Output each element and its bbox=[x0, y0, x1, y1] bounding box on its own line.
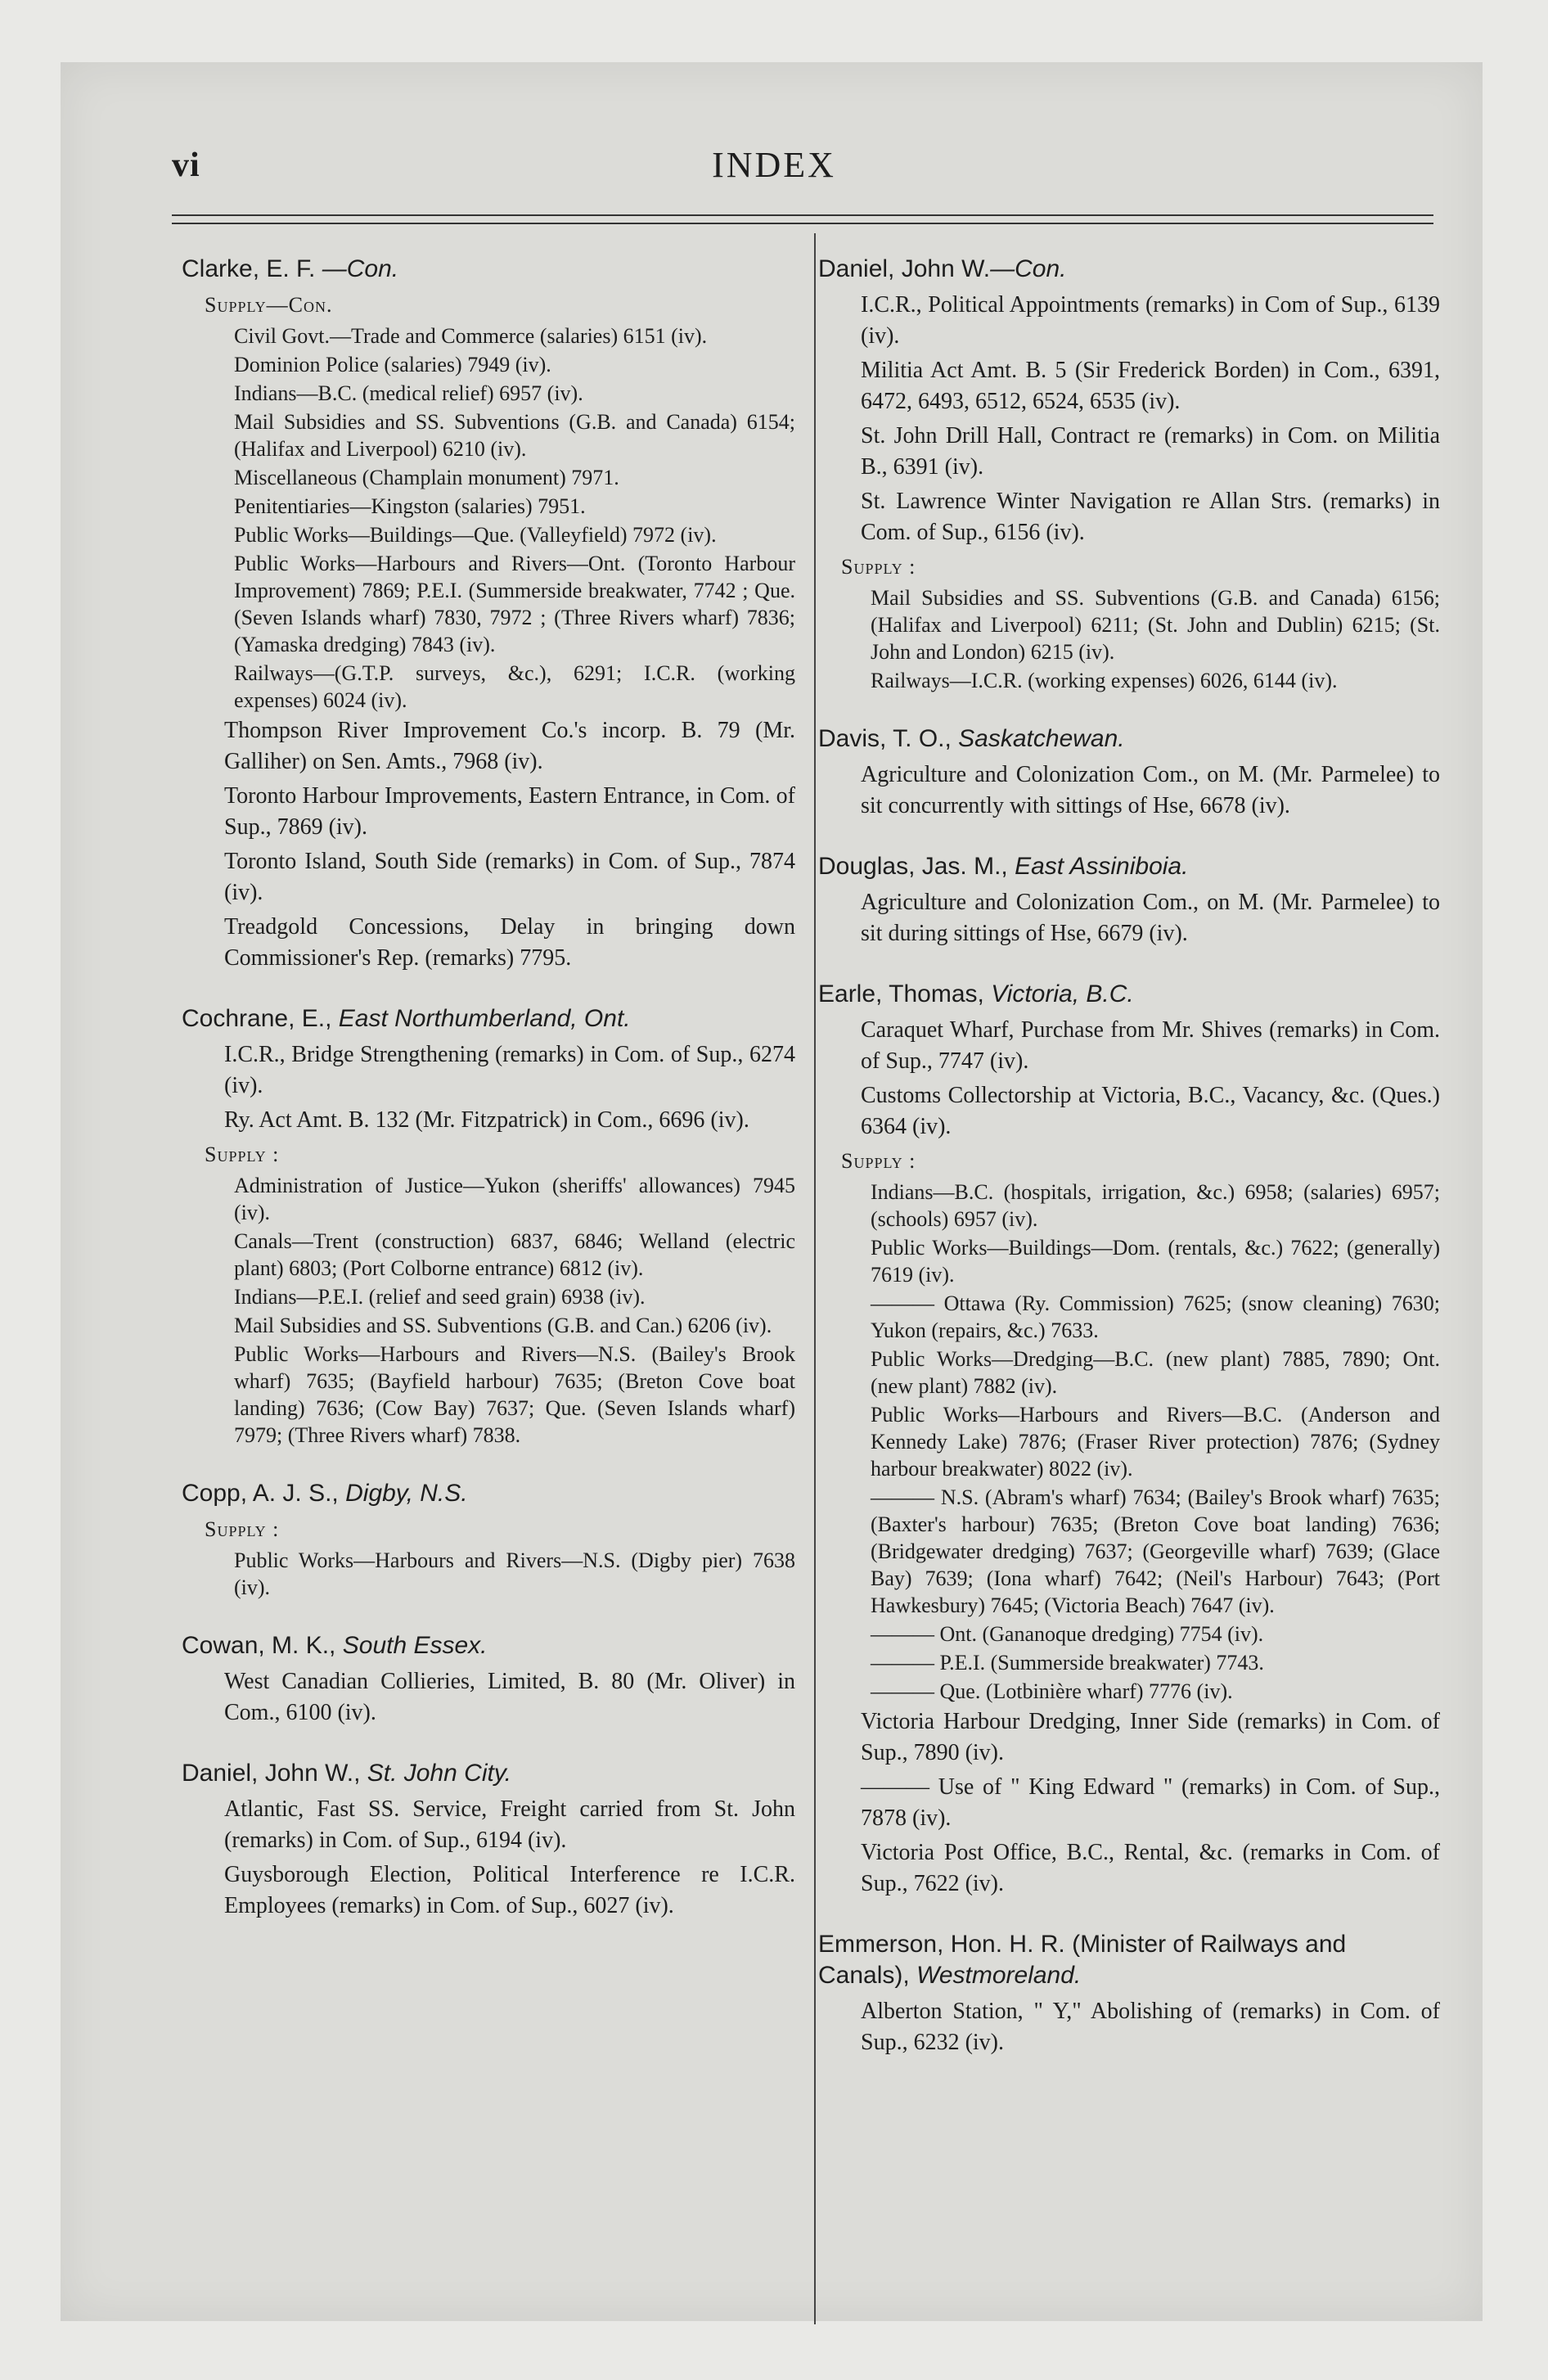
supply-item: Public Works—Buildings—Dom. (rentals, &c.) 7622; (generally) 7619 (iv). bbox=[871, 1236, 1440, 1287]
supply-item: Indians—B.C. (medical relief) 6957 (iv). bbox=[234, 381, 583, 405]
supply-item: Canals—Trent (construction) 6837, 6846; Welland (electric plant) 6803; (Port Colborne entrance) 6812 (iv). bbox=[234, 1229, 795, 1280]
entry-item: St. Lawrence Winter Navigation re Allan Strs. (remarks) in Com. of Sup., 6156 (iv). bbox=[861, 489, 1440, 545]
entry-item: West Canadian Collieries, Limited, B. 80 (Mr. Oliver) in Com., 6100 (iv). bbox=[224, 1669, 795, 1725]
entry-item: Guysborough Election, Political Interference re I.C.R. Employees (remarks) in Com. of Sup., 6027 (iv). bbox=[224, 1862, 795, 1918]
index-entry-cochrane bbox=[182, 1003, 795, 1449]
supply-item: Miscellaneous (Champlain monument) 7971. bbox=[234, 466, 619, 489]
entry-item: I.C.R., Bridge Strengthening (remarks) in Com. of Sup., 6274 (iv). bbox=[224, 1042, 795, 1098]
supply-item: ——— P.E.I. (Summerside breakwater) 7743. bbox=[871, 1651, 1264, 1675]
header-rule-top bbox=[172, 214, 1433, 216]
index-entry-davis bbox=[818, 723, 1440, 822]
supply-item: ——— N.S. (Abram's wharf) 7634; (Bailey's Brook wharf) 7635; (Baxter's harbour) 7635; (Breton Cove boat landing) 7636; (Bridgewater dredging) 7637; (Georgeville wharf) 7639; (Glace Bay) 7639; (Iona wharf) 7642; (Neil's Harbour) 7643; (Port Hawkesbury) 7645; (Victoria Beach) 7647 (iv). bbox=[871, 1485, 1440, 1617]
supply-item: Dominion Police (salaries) 7949 (iv). bbox=[234, 353, 551, 376]
entry-item: Agriculture and Colonization Com., on M. (Mr. Parmelee) to sit during sittings of Hse, 6679 (iv). bbox=[861, 890, 1440, 946]
supply-item: Indians—P.E.I. (relief and seed grain) 6938 (iv). bbox=[234, 1285, 646, 1309]
supply-item: ——— Ottawa (Ry. Commission) 7625; (snow cleaning) 7630; Yukon (repairs, &c.) 7633. bbox=[871, 1291, 1440, 1342]
entry-item: Victoria Harbour Dredging, Inner Side (remarks) in Com. of Sup., 7890 (iv). bbox=[861, 1709, 1440, 1765]
entry-item: St. John Drill Hall, Contract re (remarks) in Com. on Militia B., 6391 (iv). bbox=[861, 423, 1440, 480]
entry-heading: Cochrane, E., East Northumberland, Ont. bbox=[182, 1005, 631, 1032]
entry-heading: Clarke, E. F. —Con. bbox=[182, 255, 399, 282]
supply-item: Mail Subsidies and SS. Subventions (G.B. and Canada) 6156; (Halifax and Liverpool) 6211; (St. John and Dublin) 6215; (St. John and London) 6215 (iv). bbox=[871, 586, 1440, 664]
supply-item: Administration of Justice—Yukon (sheriffs' allowances) 7945 (iv). bbox=[234, 1174, 795, 1224]
entry-item: Toronto Harbour Improvements, Eastern Entrance, in Com. of Sup., 7869 (iv). bbox=[224, 783, 795, 840]
supply-item: Civil Govt.—Trade and Commerce (salaries) 6151 (iv). bbox=[234, 324, 708, 348]
left-column bbox=[182, 254, 795, 1951]
index-entry-emmerson bbox=[818, 1929, 1440, 2058]
entry-heading: Copp, A. J. S., Digby, N.S. bbox=[182, 1480, 468, 1507]
page-title: INDEX bbox=[712, 145, 836, 185]
supply-item: Mail Subsidies and SS. Subventions (G.B. and Can.) 6206 (iv). bbox=[234, 1314, 772, 1337]
supply-item: Public Works—Dredging—B.C. (new plant) 7885, 7890; Ont. (new plant) 7882 (iv). bbox=[871, 1347, 1440, 1398]
supply-item: Indians—B.C. (hospitals, irrigation, &c.) 6958; (salaries) 6957; (schools) 6957 (iv). bbox=[871, 1180, 1440, 1231]
index-entry-clarke bbox=[182, 254, 795, 974]
supply-item: ——— Ont. (Gananoque dredging) 7754 (iv). bbox=[871, 1622, 1264, 1646]
entry-heading: Davis, T. O., Saskatchewan. bbox=[818, 725, 1125, 752]
entry-item: I.C.R., Political Appointments (remarks) in Com of Sup., 6139 (iv). bbox=[861, 292, 1440, 349]
index-entry-earle bbox=[818, 979, 1440, 1900]
entry-heading: Daniel, John W.—Con. bbox=[818, 255, 1067, 282]
supply-item: Penitentiaries—Kingston (salaries) 7951. bbox=[234, 494, 586, 518]
entry-item: Militia Act Amt. B. 5 (Sir Frederick Borden) in Com., 6391, 6472, 6493, 6512, 6524, 6535 (iv). bbox=[861, 358, 1440, 414]
supply-item: Public Works—Harbours and Rivers—N.S. (Digby pier) 7638 (iv). bbox=[234, 1548, 795, 1599]
entry-heading: Emmerson, Hon. H. R. (Minister of Railways and Canals), Westmoreland. bbox=[818, 1931, 1347, 1989]
entry-heading: Douglas, Jas. M., East Assiniboia. bbox=[818, 853, 1189, 880]
supply-item: Railways—I.C.R. (working expenses) 6026, 6144 (iv). bbox=[871, 669, 1338, 692]
entry-item: Caraquet Wharf, Purchase from Mr. Shives (remarks) in Com. of Sup., 7747 (iv). bbox=[861, 1017, 1440, 1074]
column-divider bbox=[814, 233, 816, 2324]
entry-item: Agriculture and Colonization Com., on M. (Mr. Parmelee) to sit concurrently with sittings of Hse, 6678 (iv). bbox=[861, 762, 1440, 818]
entry-item: Thompson River Improvement Co.'s incorp. B. 79 (Mr. Galliher) on Sen. Amts., 7968 (iv). bbox=[224, 718, 795, 774]
entry-item: Ry. Act Amt. B. 132 (Mr. Fitzpatrick) in Com., 6696 (iv). bbox=[224, 1107, 749, 1133]
entry-item: Toronto Island, South Side (remarks) in Com. of Sup., 7874 (iv). bbox=[224, 849, 795, 905]
entry-item: Victoria Post Office, B.C., Rental, &c. (remarks in Com. of Sup., 7622 (iv). bbox=[861, 1840, 1440, 1896]
supply-label: Supply—Con. bbox=[205, 293, 333, 317]
page-number: vi bbox=[172, 146, 200, 184]
supply-item: ——— Que. (Lotbinière wharf) 7776 (iv). bbox=[871, 1679, 1233, 1703]
supply-item: Public Works—Harbours and Rivers—Ont. (Toronto Harbour Improvement) 7869; P.E.I. (Summerside breakwater, 7742 ; Que. (Seven Islands wharf) 7830, 7972 ; (Three Rivers wharf) 7836; (Yamaska dredging) 7843 (iv). bbox=[234, 552, 795, 656]
right-column bbox=[818, 254, 1440, 2088]
index-entry-copp bbox=[182, 1478, 795, 1601]
entry-heading: Daniel, John W., St. John City. bbox=[182, 1760, 511, 1787]
supply-item: Public Works—Harbours and Rivers—B.C. (Anderson and Kennedy Lake) 7876; (Fraser River protection) 7876; (Sydney harbour breakwater) 8022 (iv). bbox=[871, 1403, 1440, 1481]
entry-item: Alberton Station, " Y," Abolishing of (remarks) in Com. of Sup., 6232 (iv). bbox=[861, 1999, 1440, 2055]
supply-label: Supply : bbox=[205, 1517, 280, 1541]
index-entry-daniel bbox=[182, 1758, 795, 1922]
index-entry-douglas bbox=[818, 851, 1440, 949]
supply-item: Railways—(G.T.P. surveys, &c.), 6291; I.C.R. (working expenses) 6024 (iv). bbox=[234, 661, 795, 712]
entry-item: Atlantic, Fast SS. Service, Freight carried from St. John (remarks) in Com. of Sup., 6194 (iv). bbox=[224, 1796, 795, 1853]
supply-item: Public Works—Harbours and Rivers—N.S. (Bailey's Brook wharf) 7635; (Bayfield harbour) 7635; (Breton Cove boat landing) 7636; (Cow Bay) 7637; Que. (Seven Islands wharf) 7979; (Three Rivers wharf) 7838. bbox=[234, 1342, 795, 1447]
header-rule-bottom bbox=[172, 223, 1433, 224]
entry-item: ——— Use of " King Edward " (remarks) in Com. of Sup., 7878 (iv). bbox=[861, 1774, 1440, 1831]
supply-item: Public Works—Buildings—Que. (Valleyfield) 7972 (iv). bbox=[234, 523, 717, 547]
entry-heading: Earle, Thomas, Victoria, B.C. bbox=[818, 980, 1134, 1007]
entry-heading: Cowan, M. K., South Essex. bbox=[182, 1632, 488, 1659]
index-entry-cowan bbox=[182, 1630, 795, 1729]
supply-item: Mail Subsidies and SS. Subventions (G.B. and Canada) 6154; (Halifax and Liverpool) 6210 (iv). bbox=[234, 410, 795, 461]
supply-label: Supply : bbox=[205, 1143, 280, 1166]
entry-item: Treadgold Concessions, Delay in bringing down Commissioner's Rep. (remarks) 7795. bbox=[224, 914, 795, 971]
supply-label: Supply : bbox=[841, 1149, 916, 1173]
supply-label: Supply : bbox=[841, 555, 916, 579]
entry-item: Customs Collectorship at Victoria, B.C., Vacancy, &c. (Ques.) 6364 (iv). bbox=[861, 1083, 1440, 1139]
index-entry-daniel-con bbox=[818, 254, 1440, 694]
